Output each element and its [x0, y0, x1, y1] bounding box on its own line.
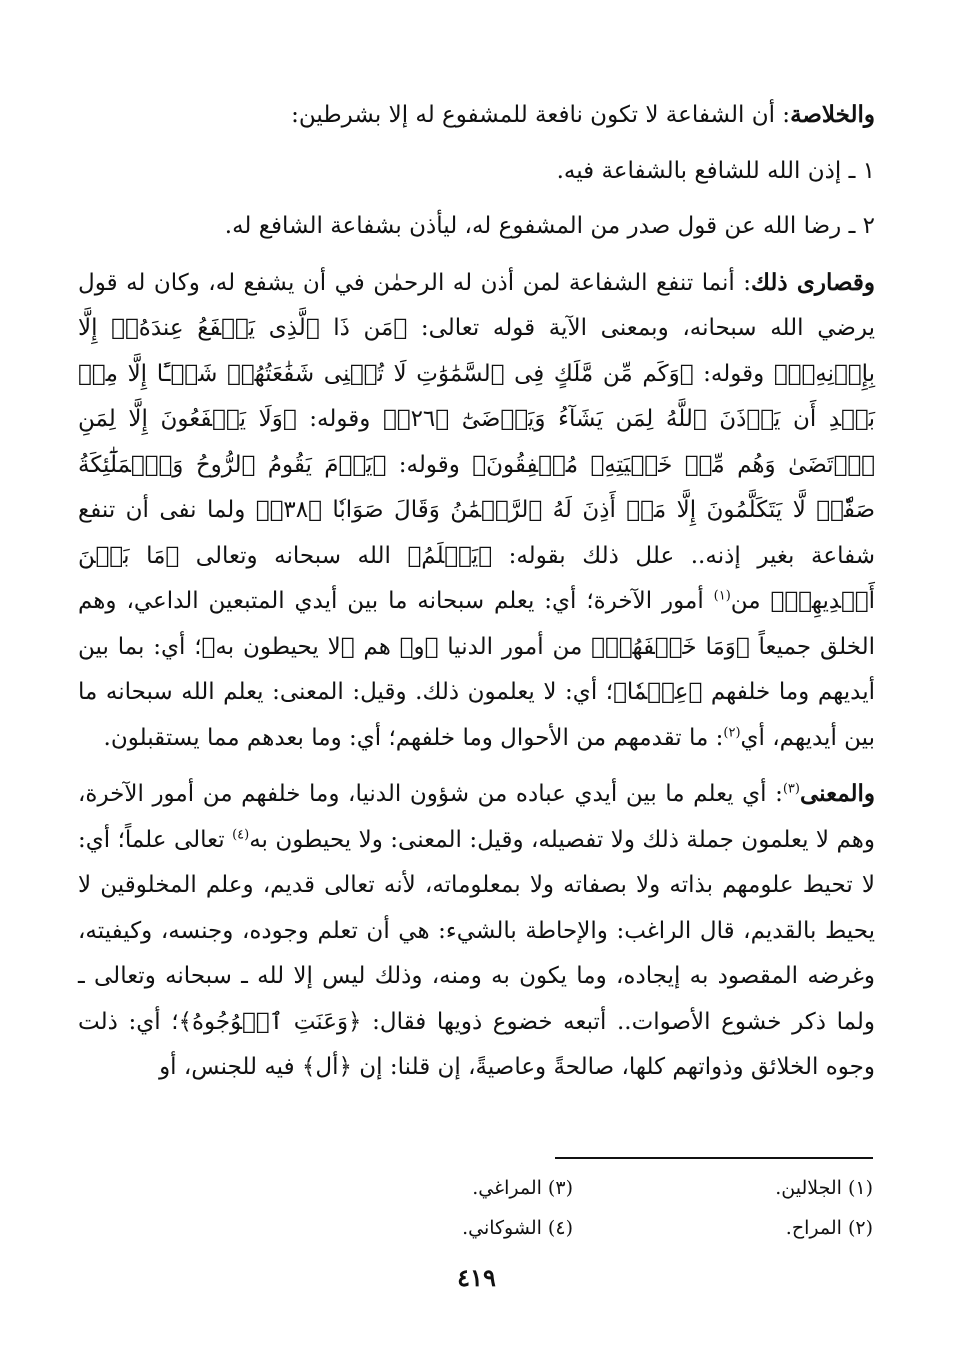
footnote-4: (٤) الشوكاني.	[462, 1217, 573, 1239]
paragraph-meaning	[78, 771, 875, 1091]
paragraph-text: أمور الآخرة؛ أي: يعلم سبحانه ما بين أيدي المتبعين الداعي، وهم الخلق جميعاً ﴿وَمَا خَلۡفَهُمۡ﴾ من أمور الدنيا ﴿و﴾ هم ﴿لا يحيطون به﴾؛ أي: بما بين أيديهم وما خلفهم ﴿عِلۡمٗا﴾؛ أي: لا يعلمون ذلك. وقيل: المعنى: يعلم الله سبحانه ما بين أيديهم، أي	[78, 588, 875, 751]
main-text	[78, 92, 875, 1091]
paragraph-text: : أنما تنفع الشفاعة لمن أذن له الرحمٰن في أن يشفع له، وكان له قول يرضي الله سبحانه، وبمعنى الآية قوله تعالى: ﴿مَن ذَا ٱلَّذِى يَشۡفَعُ عِندَهُۥٓ إِلَّا بِإِذۡنِهِۦۚ﴾ وقوله: ﴿وَكَم مِّن مَّلَكٍ فِى ٱلسَّمَٰوَٰتِ لَا تُغۡنِى شَفَٰعَتُهُمۡ شَيۡـًٔا إِلَّا مِنۢ بَعۡدِ أَن يَأۡذَنَ ٱللَّهُ لِمَن يَشَآءُ وَيَرۡضَىٰٓ ﴿٢٦﴾﴾ وقوله: ﴿وَلَا يَشۡفَعُونَ إِلَّا لِمَنِ ٱرۡتَضَىٰ وَهُم مِّنۡ خَشۡيَتِهِۦ مُشۡفِقُونَ﴾ وقوله: ﴿يَوۡمَ يَقُومُ ٱلرُّوحُ وَٱلۡمَلَٰٓئِكَةُ صَفّٗاۖ لَّا يَتَكَلَّمُونَ إِلَّا مَنۡ أَذِنَ لَهُ ٱلرَّحۡمَٰنُ وَقَالَ صَوَابٗا ﴿٣٨﴾﴾ ولما نفى أن تنفع شفاعة بغير إذنه.. علل ذلك بقوله: ﴿يَعۡلَمُ﴾ الله سبحانه وتعالى ﴿مَا بَيۡنَ أَيۡدِيهِمۡ﴾ من	[78, 269, 875, 614]
paragraph-text: ٢ ـ رضا الله عن قول صدر من المشفوع له، ليأذن بشفاعة الشافع له.	[224, 213, 875, 239]
page-number: ٤١٩	[457, 1263, 496, 1292]
paragraph-text: : أن الشفاعة لا تكون نافعة للمشفوع له إلا بشرطين:	[291, 102, 791, 128]
paragraph-label: والخلاصة	[790, 101, 875, 128]
paragraph-label: والمعنى	[799, 780, 875, 807]
footnote-ref: (٣)	[782, 781, 800, 797]
paragraph-text: ١ ـ إذن الله للشافع بالشفاعة فيه.	[556, 157, 875, 184]
footnote-3: (٣) المراغي.	[472, 1177, 573, 1199]
paragraph-text: تعالى علماً؛ أي: لا تحيط علومهم بذاته ولا بصفاته ولا بمعلوماته، لأنه تعالى قديم، وعلم المخلوقين لا يحيط بالقديم، قال الراغب: والإحاطة بالشيء: هي أن تعلم وجوده، وجنسه، وكيفيته، وغرضه المقصود به إيجاده، وما يكون به ومنه، وذلك ليس إلا لله ـ سبحانه وتعالى ـ ولما ذكر خشوع الأصوات.. أتبعه خضوع ذويها فقال: ﴿وَعَنَتِ ٱلۡوُجُوهُ﴾؛ أي: ذلت وجوه الخلائق وذواتهم كلها، صالحةً وعاصيةً، إن قلنا: إن ﴿أل﴾ فيه للجنس، أو	[78, 826, 875, 1080]
footnote-ref: (١)	[713, 588, 731, 604]
paragraph-label: وقصارى ذلك	[751, 268, 876, 296]
footnotes	[313, 1168, 873, 1248]
paragraph-conclusion	[78, 260, 875, 762]
paragraph-summary	[78, 92, 875, 139]
footnote-1: (١) الجلالين.	[775, 1177, 873, 1199]
footnote-divider	[555, 1157, 873, 1159]
paragraph-condition-1	[78, 149, 875, 195]
footnote-ref: (٤)	[232, 826, 250, 842]
footnote-2: (٢) المراح.	[785, 1217, 873, 1239]
paragraph-condition-2	[78, 204, 875, 250]
paragraph-text: : ما تقدمهم من الأحوال وما خلفهم؛ أي: وما بعدهم مما يستقبلون.	[103, 724, 724, 751]
footnote-ref: (٢)	[723, 724, 741, 740]
paragraph-text: : أي يعلم ما بين أيدي عباده من شؤون الدنيا، وما خلفهم من أمور الآخرة، وهم لا يعلمون جملة ذلك ولا تفصيله، وقيل: المعنى: ولا يحيطون به	[78, 781, 875, 853]
